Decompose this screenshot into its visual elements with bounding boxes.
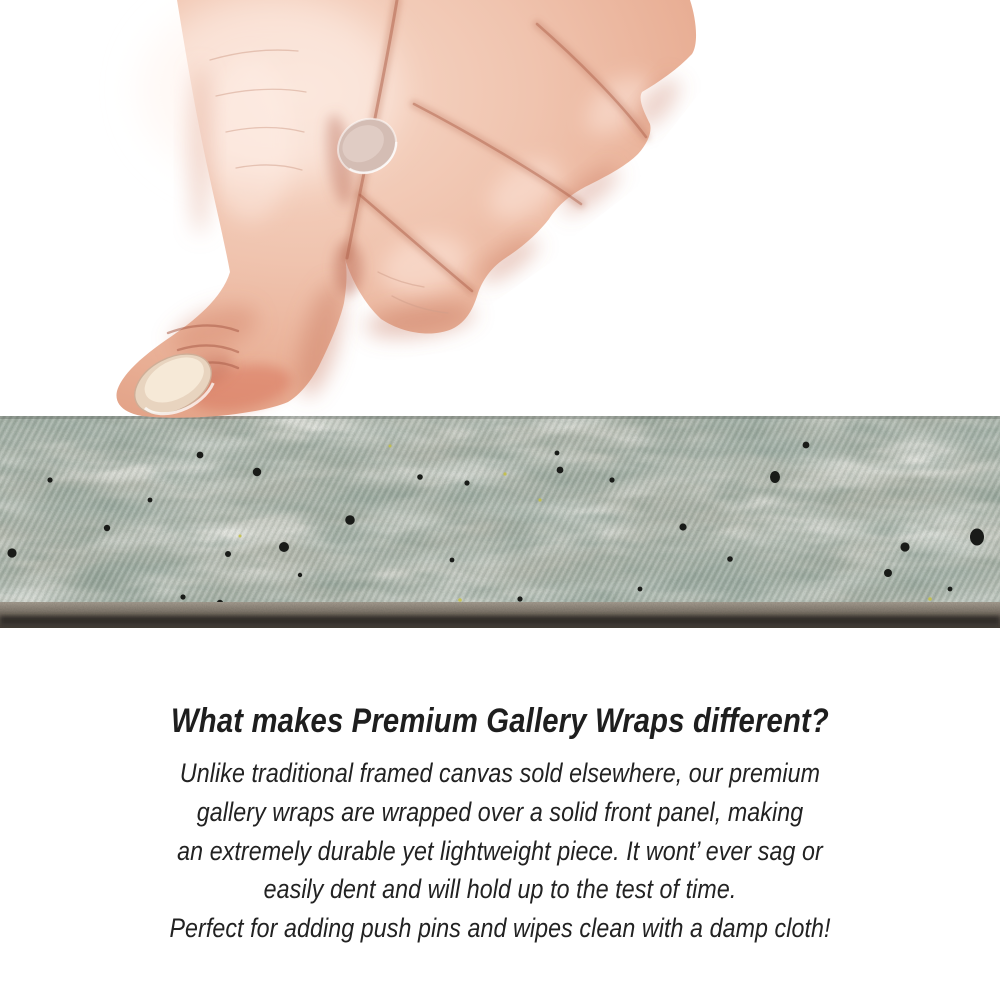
canvas-edge-photo xyxy=(0,416,1000,628)
caption-line: an extremely durable yet lightweight piece. It wont’ ever sag or xyxy=(177,835,823,866)
canvas-bottom-edge xyxy=(0,602,1000,628)
caption-line: easily dent and will hold up to the test of time. xyxy=(263,874,737,905)
canvas-texture xyxy=(0,416,1000,612)
caption-line: Unlike traditional framed canvas sold elsewhere, our premium xyxy=(179,758,821,788)
caption-block xyxy=(70,701,930,948)
caption-line: Perfect for adding push pins and wipes clean with a damp cloth! xyxy=(169,913,831,944)
caption-heading: What makes Premium Gallery Wraps different? xyxy=(171,702,829,740)
caption-line: gallery wraps are wrapped over a solid front panel, making xyxy=(196,796,804,827)
hand-pressing-thumb-photo xyxy=(0,0,1000,420)
